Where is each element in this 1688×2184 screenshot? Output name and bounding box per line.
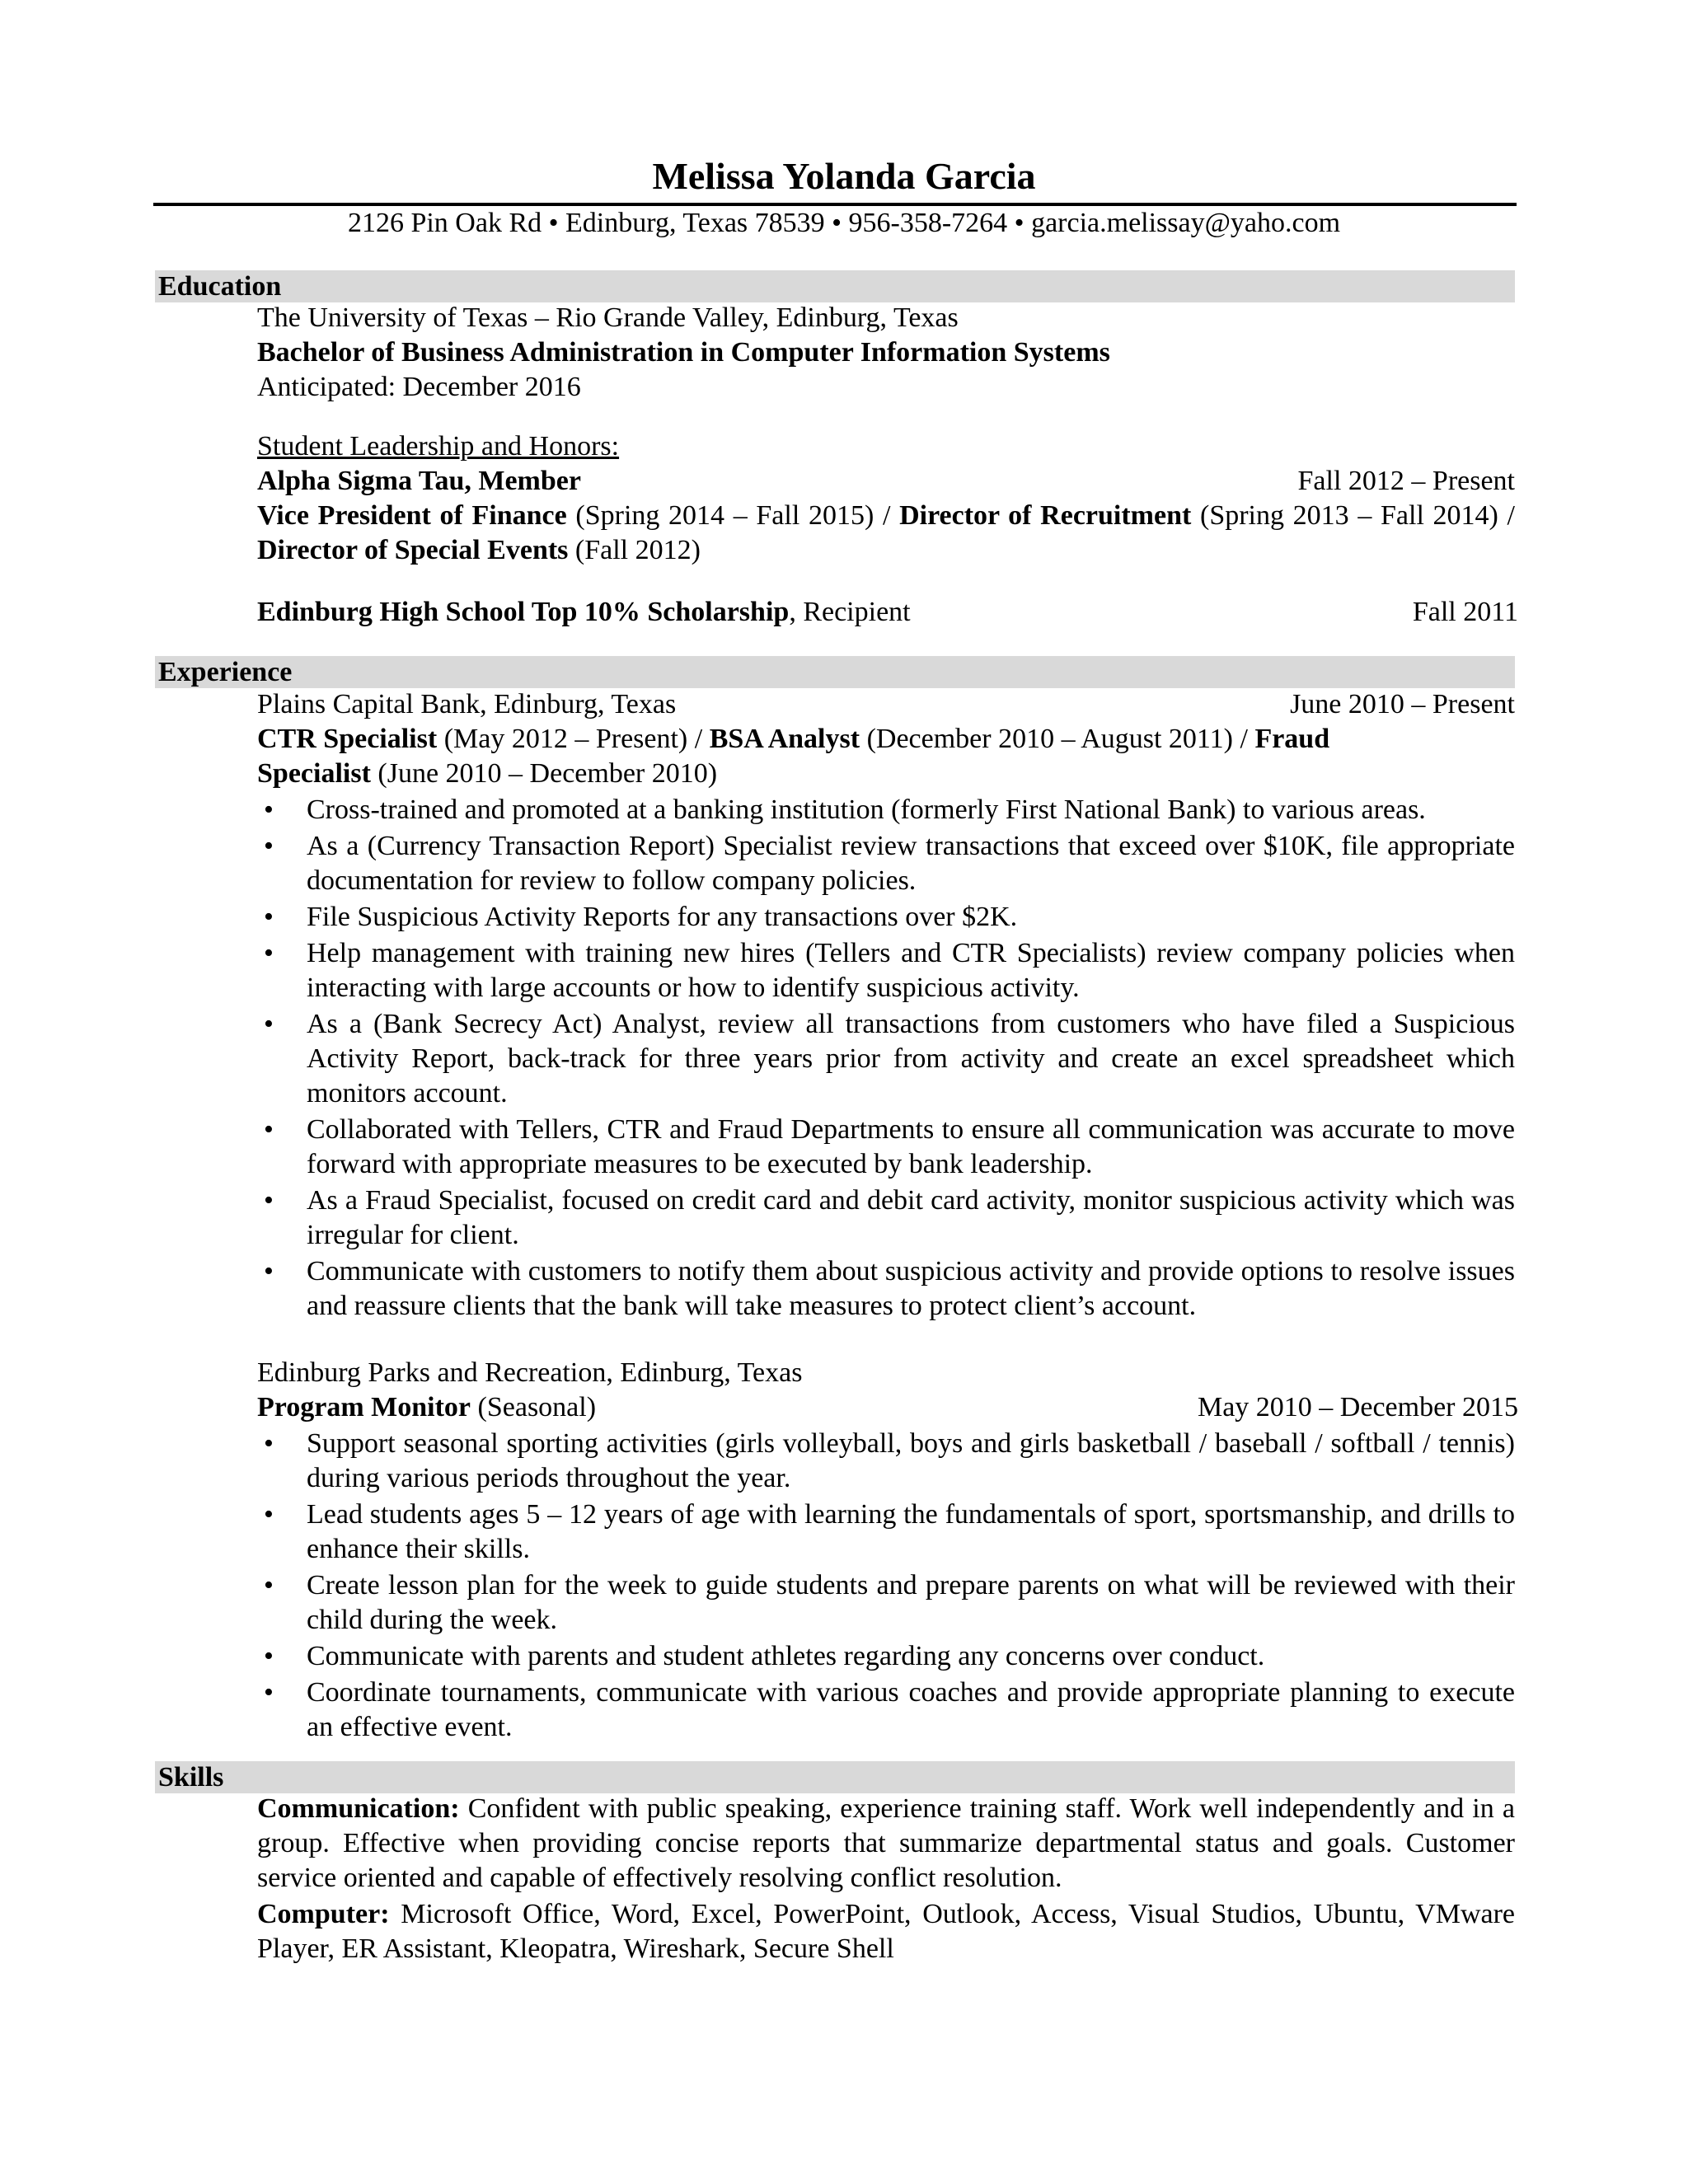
job-title-dates: (May 2012 – Present) /	[437, 724, 710, 754]
list-item	[257, 1007, 1515, 1111]
list-item	[257, 829, 1515, 898]
job-title-note: (Seasonal)	[471, 1392, 597, 1422]
list-item	[257, 1497, 1515, 1567]
bullet-text: Support seasonal sporting activities (girls volleyball, boys and girls basketball / baseball / softball / tennis) during various periods throughout the year.	[307, 1428, 1515, 1493]
job-title-dates: (December 2010 – August 2011) /	[860, 724, 1255, 754]
anticipated-date: Anticipated: December 2016	[257, 372, 581, 402]
scholarship-title: Edinburg High School Top 10% Scholarship	[257, 597, 790, 627]
role-dates: (Spring 2013 – Fall 2014) /	[1191, 500, 1515, 531]
section-title: Experience	[158, 657, 293, 687]
bullet-text: Cross-trained and promoted at a banking institution (formerly First National Bank) to various areas.	[307, 794, 1426, 825]
list-item	[257, 1568, 1515, 1638]
section-title: Skills	[158, 1762, 224, 1793]
school-name: The University of Texas – Rio Grande Valley, Edinburg, Texas	[257, 302, 959, 333]
bullet-text: Create lesson plan for the week to guide students and prepare parents on what will be reviewed with their child during the week.	[307, 1570, 1515, 1635]
bullet-icon: •	[264, 1428, 274, 1459]
skill-text: Microsoft Office, Word, Excel, PowerPoint, Outlook, Access, Visual Studios, Ubuntu, VMware Player, ER Assistant, Kleopatra, Wireshark, Secure Shell	[257, 1899, 1515, 1964]
bullet-icon: •	[264, 794, 274, 825]
scholarship-role: , Recipient	[789, 597, 911, 627]
section-title: Education	[158, 271, 282, 302]
job-title: BSA Analyst	[709, 724, 860, 754]
bullet-icon: •	[264, 1256, 274, 1286]
job-1-bullets	[257, 793, 1515, 1324]
list-item	[257, 1183, 1515, 1253]
contact-line: 2126 Pin Oak Rd • Edinburg, Texas 78539 • 956-358-7264 • garcia.melissay@yaho.com	[347, 208, 1341, 238]
skills-computer	[257, 1897, 1515, 1966]
bullet-icon: •	[264, 902, 274, 932]
bullet-icon: •	[264, 1185, 274, 1216]
job-2-bullets	[257, 1427, 1515, 1745]
list-item	[257, 936, 1515, 1005]
skill-label: Communication:	[257, 1793, 460, 1824]
skill-text: Confident with public speaking, experience training staff. Work well independently and in a group. Effective when providing concise reports that summarize departmental status and goals. Customer service oriented and capable of effectively resolving conflict resolution.	[257, 1793, 1515, 1893]
scholarship-date: Fall 2011	[1412, 597, 1518, 627]
bullet-text: As a Fraud Specialist, focused on credit card and debit card activity, monitor suspicious activity which was irregular for client.	[307, 1185, 1515, 1250]
skill-label: Computer:	[257, 1899, 390, 1929]
section-heading-experience	[155, 656, 1515, 688]
section-heading-skills	[155, 1761, 1515, 1793]
list-item	[257, 793, 1515, 827]
bullet-text: As a (Currency Transaction Report) Specialist review transactions that exceed over $10K, file appropriate documentation for review to follow company policies.	[307, 831, 1515, 896]
employer-2: Edinburg Parks and Recreation, Edinburg, Texas	[257, 1357, 803, 1388]
bullet-text: As a (Bank Secrecy Act) Analyst, review all transactions from customers who have filed a Suspicious Activity Report, back-track for three years prior from activity and create an excel spreadsheet which monitors account.	[307, 1009, 1515, 1108]
candidate-name: Melissa Yolanda Garcia	[652, 155, 1036, 197]
bullet-text: Collaborated with Tellers, CTR and Fraud Departments to ensure all communication was accurate to move forward with appropriate measures to be executed by bank leadership.	[307, 1114, 1515, 1179]
list-item	[257, 1254, 1515, 1324]
org-dates: Fall 2012 – Present	[1297, 466, 1515, 496]
list-item	[257, 1675, 1515, 1745]
job-1-titles	[257, 722, 1428, 791]
role-title: Vice President of Finance	[257, 500, 567, 531]
role-title: Director of Recruitment	[899, 500, 1192, 531]
job-title-dates: (June 2010 – December 2010)	[370, 758, 718, 789]
scholarship	[257, 595, 911, 630]
bullet-icon: •	[264, 831, 274, 861]
bullet-icon: •	[264, 1641, 274, 1671]
bullet-text: Communicate with parents and student athletes regarding any concerns over conduct.	[307, 1641, 1265, 1671]
bullet-icon: •	[264, 1009, 274, 1039]
list-item	[257, 1113, 1515, 1182]
section-heading-education	[155, 270, 1515, 302]
bullet-text: File Suspicious Activity Reports for any transactions over $2K.	[307, 902, 1018, 932]
bullet-icon: •	[264, 1499, 274, 1530]
list-item	[257, 1639, 1515, 1674]
job-title: Program Monitor	[257, 1392, 471, 1422]
bullet-text: Lead students ages 5 – 12 years of age with learning the fundamentals of sport, sportsmanship, and drills to enhance their skills.	[307, 1499, 1515, 1564]
skills-communication	[257, 1792, 1515, 1896]
bullet-icon: •	[264, 1677, 274, 1708]
list-item	[257, 900, 1515, 935]
leadership-heading: Student Leadership and Honors:	[257, 431, 620, 462]
bullet-text: Communicate with customers to notify them about suspicious activity and provide options to resolve issues and reassure clients that the bank will take measures to protect client’s account.	[307, 1256, 1515, 1321]
leadership-roles	[257, 499, 1515, 568]
bullet-text: Help management with training new hires (Tellers and CTR Specialists) review company policies when interacting with large accounts or how to identify suspicious activity.	[307, 938, 1515, 1003]
employer-1-dates: June 2010 – Present	[1290, 689, 1515, 719]
bullet-icon: •	[264, 1114, 274, 1145]
degree: Bachelor of Business Administration in Computer Information Systems	[257, 337, 1110, 368]
bullet-icon: •	[264, 938, 274, 968]
job-2-title	[257, 1390, 596, 1425]
org-name: Alpha Sigma Tau, Member	[257, 466, 581, 496]
bullet-icon: •	[264, 1570, 274, 1601]
list-item	[257, 1427, 1515, 1496]
job-title: Fraud Specialist	[257, 724, 1330, 789]
bullet-text: Coordinate tournaments, communicate with various coaches and provide appropriate planning to execute an effective event.	[307, 1677, 1515, 1742]
employer-1: Plains Capital Bank, Edinburg, Texas	[257, 689, 677, 719]
role-dates: (Fall 2012)	[568, 535, 701, 565]
role-dates: (Spring 2014 – Fall 2015) /	[566, 500, 900, 531]
job-title: CTR Specialist	[257, 724, 438, 754]
employer-2-dates: May 2010 – December 2015	[1197, 1392, 1518, 1422]
role-title: Director of Special Events	[257, 535, 569, 565]
